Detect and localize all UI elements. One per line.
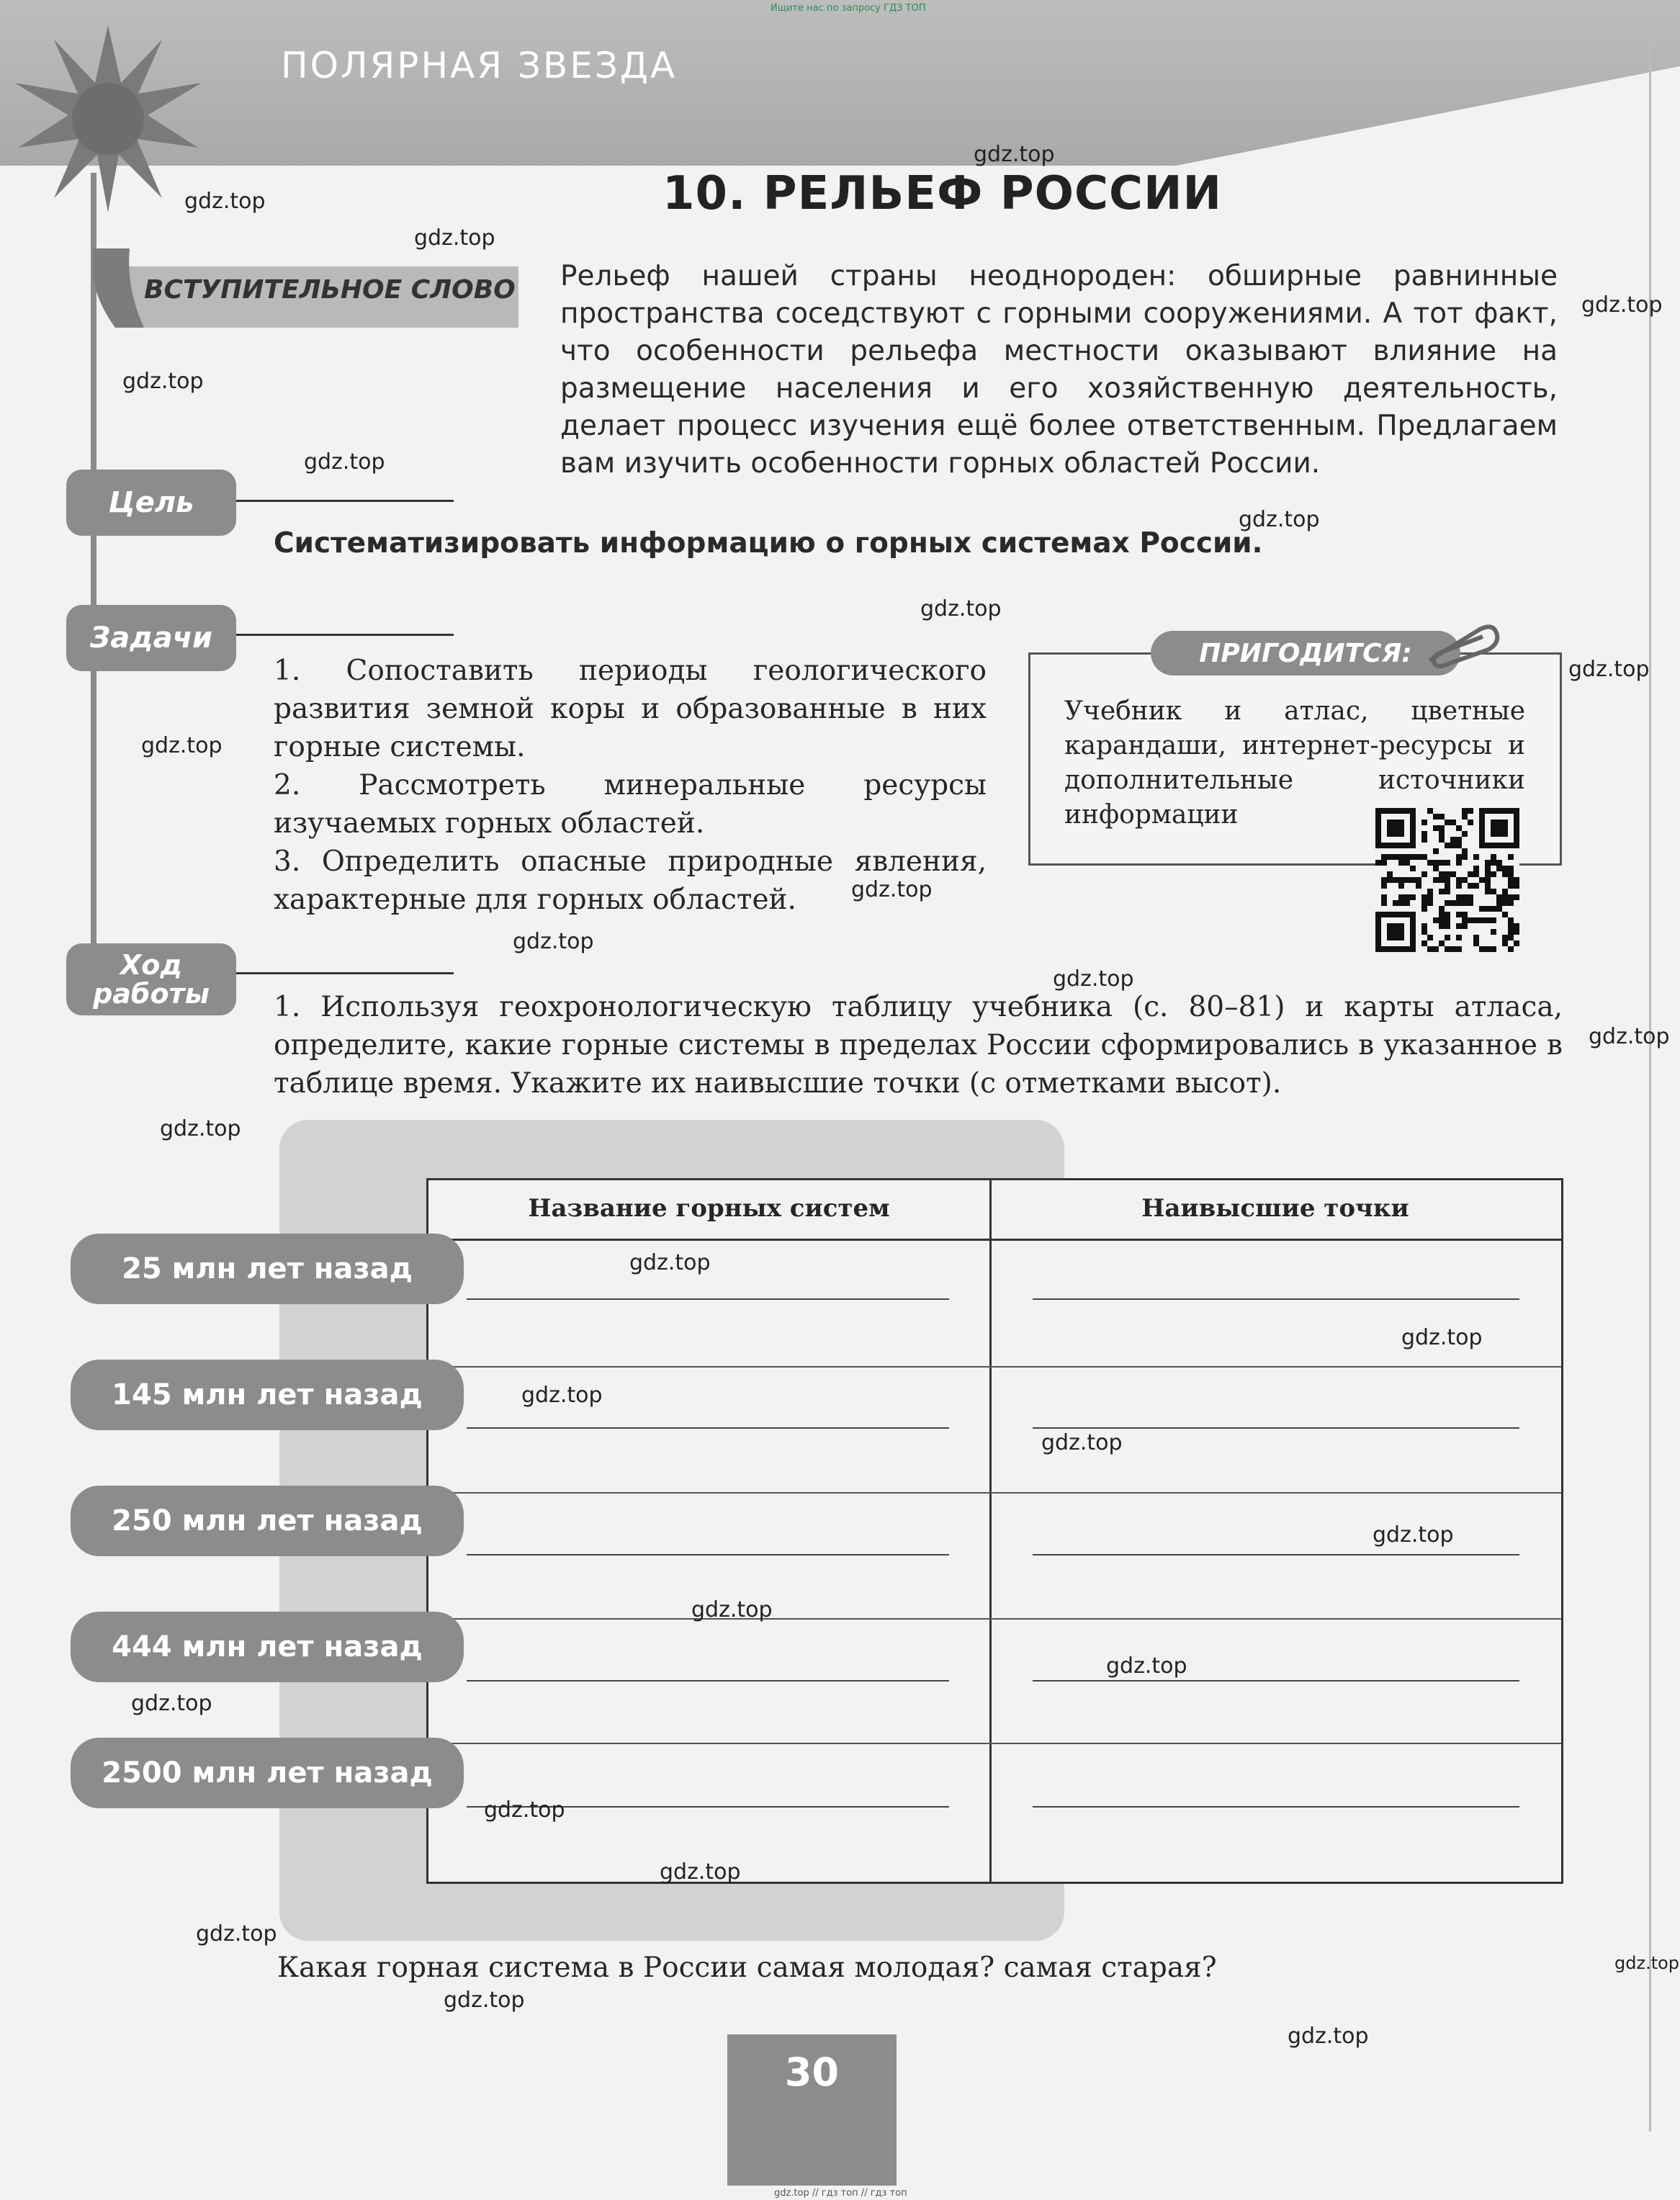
watermark: gdz.top [444,1988,525,2013]
task-item: 2. Рассмотреть минеральные ресурсы изучаемых горных областей. [274,769,987,840]
watermark: gdz.top [1568,657,1650,682]
table-row-divider [426,1492,1561,1494]
watermark: gdz.top [1288,2024,1369,2049]
tasks-line [236,634,454,636]
paperclip-icon [1422,621,1501,671]
answer-line-peaks[interactable] [1033,1680,1519,1682]
watermark: gdz.top [160,1116,241,1141]
polar-star-icon [14,25,202,212]
watermark: gdz.top [521,1383,603,1408]
goal-line [236,500,454,502]
watermark: gdz.top [1589,1024,1670,1049]
bottom-note: gdz.top // гдз топ // гдз топ [774,2188,907,2199]
table-header-names: Название горных систем [528,1194,890,1223]
step1-text: 1. Используя геохронологическую таблицу учебника (с. 80–81) и карты атласа, определите, какие горные системы в пределах России сформировались в указанное в таблице время. Укажите их наивысшие точки (с отметками высот). [274,991,1563,1100]
top-note: Ищите нас по запросу ГДЗ ТОП [771,3,926,14]
watermark: gdz.top [1614,1953,1680,1973]
watermark: gdz.top [974,142,1055,167]
qr-code-icon[interactable] [1375,808,1519,952]
goal-text: Систематизировать информацию о горных системах России. [274,527,1263,560]
tasks-label: Задачи [66,605,236,671]
table-column-divider [989,1178,992,1882]
watermark: gdz.top [122,369,204,394]
watermark: gdz.top [1041,1430,1123,1455]
era-label: 250 млн лет назад [71,1486,464,1556]
watermark: gdz.top [1373,1522,1454,1548]
work-label-line2: работы [93,978,210,1010]
handy-text: Учебник и атлас, цветные карандаши, интернет-ресурсы и дополнительные источники информации [1064,696,1525,830]
answer-line-peaks[interactable] [1033,1427,1519,1429]
watermark: gdz.top [196,1921,277,1947]
answer-line-names[interactable] [467,1680,949,1682]
lesson-title: 10. РЕЛЬЕФ РОССИИ [662,167,1223,220]
intro-label: ВСТУПИТЕЛЬНОЕ СЛОВО [144,275,516,305]
watermark: gdz.top [920,596,1002,621]
task-item: 1. Сопоставить периоды геологического развития земной коры и образованные в них горные системы. [274,655,987,763]
header-band [0,0,1680,166]
watermark: gdz.top [691,1597,773,1622]
watermark: gdz.top [1581,292,1663,318]
task-item: 3. Определить опасные природные явления, характерные для горных областей. [274,845,987,916]
goal-label: Цель [66,470,236,536]
watermark: gdz.top [184,189,266,214]
answer-line-names[interactable] [467,1554,949,1555]
era-label: 25 млн лет назад [71,1234,464,1304]
era-label: 444 млн лет назад [71,1612,464,1682]
watermark: gdz.top [851,877,933,902]
series-title: ПОЛЯРНАЯ ЗВЕЗДА [281,45,678,86]
page-edge [1649,22,1651,2132]
watermark: gdz.top [484,1797,565,1823]
question-text: Какая горная система в России самая молодая? самая старая? [277,1952,1217,1984]
watermark: gdz.top [414,225,495,251]
watermark: gdz.top [1401,1325,1483,1350]
era-label: 145 млн лет назад [71,1360,464,1430]
watermark: gdz.top [629,1250,711,1275]
intro-text: Рельеф нашей страны неоднороден: обширные равнинные пространства соседствуют с горными сооружениями. А тот факт, что особенности рельефа местности оказывают влияние на размещение населения и его хозяйственную деятельность, делает процесс изучения ещё более ответственным. Предлагаем вам изучить особенности горных областей России. [560,260,1558,480]
watermark: gdz.top [1106,1653,1187,1679]
page-number: 30 [784,2049,840,2095]
table-header-divider [426,1239,1561,1241]
handy-label: ПРИГОДИТСЯ: [1151,631,1460,675]
work-line [236,972,454,974]
watermark: gdz.top [660,1859,741,1885]
watermark: gdz.top [1053,966,1134,992]
watermark: gdz.top [513,929,594,954]
work-label-line1: Ход [120,949,183,981]
era-label: 2500 млн лет назад [71,1738,464,1808]
watermark: gdz.top [1239,507,1320,532]
watermark: gdz.top [304,449,385,475]
watermark: gdz.top [141,733,223,758]
table-row-divider [426,1618,1561,1620]
work-label [66,943,236,1015]
answer-line-names[interactable] [467,1298,949,1300]
answer-line-peaks[interactable] [1033,1554,1519,1555]
table-row-divider [426,1743,1561,1744]
answer-line-peaks[interactable] [1033,1298,1519,1300]
table-header-peaks: Наивысшие точки [1141,1194,1409,1223]
answer-line-names[interactable] [467,1427,949,1429]
table-row-divider [426,1366,1561,1368]
watermark: gdz.top [131,1691,212,1716]
answer-line-peaks[interactable] [1033,1806,1519,1808]
